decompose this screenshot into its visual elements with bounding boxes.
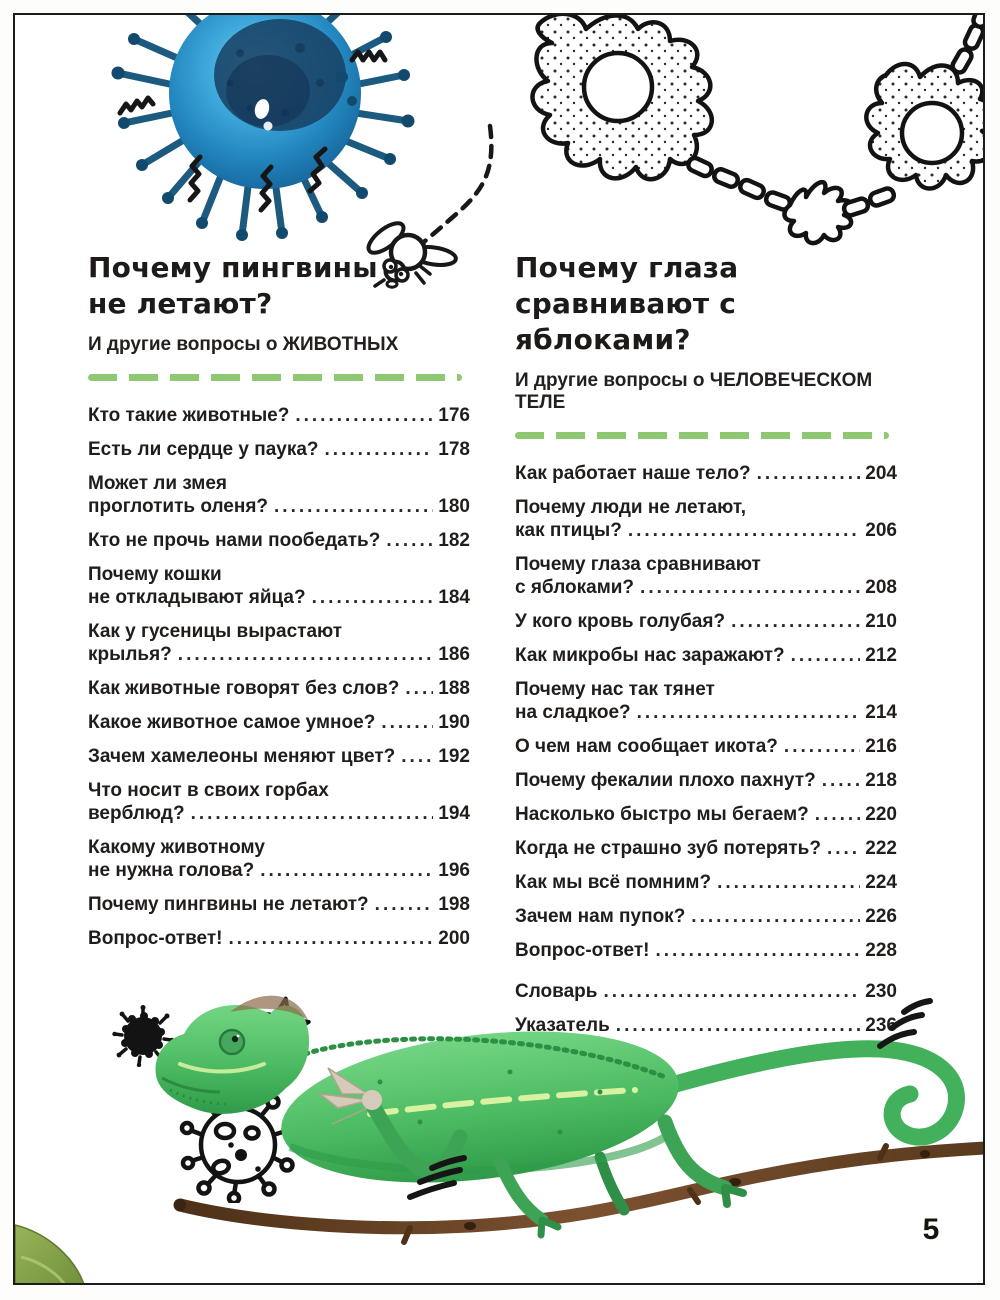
section-title-line: Почему пингвины [88,251,378,284]
toc-leader-dots [815,803,861,826]
toc-entry [88,563,470,609]
toc-entry-title: Кто такие животные? [88,405,290,426]
toc-entry-title: Зачем хамелеоны меняют цвет? [88,746,396,767]
toc-entry-title: Какое животное самое умное? [88,712,376,733]
toc-entry-title: крылья? [88,644,172,665]
toc-leader-dots [312,586,434,609]
leaf-corner [13,1187,97,1285]
toc-entry [88,893,470,916]
toc-entry-page-number: 214 [865,702,897,723]
toc-entry-title: Есть ли сердце у паука? [88,439,319,460]
toc-entry [515,553,897,599]
toc-entry-title: верблюд? [88,803,185,824]
toc-entry-page-number: 210 [865,611,897,632]
toc-entry [515,644,897,667]
toc-entry-page-number: 224 [865,872,897,893]
toc-leader-dots [274,495,433,518]
toc-entry-page-number: 198 [438,894,470,915]
chameleon-illustration [80,982,985,1252]
toc-entry-page-number: 216 [865,736,897,757]
toc-entry-title-line: Почему глаза сравнивают [515,554,761,575]
toc-entry-page-number: 190 [438,712,470,733]
toc-leader-dots [228,927,433,950]
toc-entry-title: Когда не страшно зуб потерять? [515,838,821,859]
toc-leader-dots [405,677,433,700]
toc-entry [88,779,470,825]
toc-entry-page-number: 222 [865,838,897,859]
toc-entry-title: Как мы всё помним? [515,872,712,893]
toc-entry [88,620,470,666]
toc-entry-page-number: 220 [865,804,897,825]
toc-entry [515,769,897,792]
toc-entry-title: Почему пингвины не летают? [88,894,369,915]
toc-leader-dots [717,871,860,894]
toc-leader-dots [325,438,434,461]
toc-entry-title-line: Может ли змея [88,473,228,494]
toc-entry-page-number: 226 [865,906,897,927]
toc-entry-title-line: Какому животному [88,837,265,858]
toc-entry-title-line: Почему кошки [88,564,222,585]
toc-entry-page-number: 192 [438,746,470,767]
toc-entry-title: проглотить оленя? [88,496,269,517]
section-title-human-body [515,250,897,358]
toc-entry-page-number: 212 [865,645,897,666]
chameleon-head [156,996,310,1114]
toc-leader-dots [757,462,861,485]
toc-leader-dots [381,711,433,734]
toc-entry [88,438,470,461]
toc-entry-title: Как животные говорят без слов? [88,678,400,699]
toc-entry-page-number: 178 [438,439,470,460]
toc-entry-page-number: 204 [865,463,897,484]
section-subtitle: И другие вопросы о ЧЕЛОВЕЧЕСКОМ ТЕЛЕ [515,370,873,413]
toc-entry [515,905,897,928]
toc-entry-page-number: 206 [865,520,897,541]
toc-leader-dots [628,519,860,542]
toc-entry-title: не откладывают яйца? [88,587,306,608]
toc-entry [515,462,897,485]
toc-entry [88,711,470,734]
toc-entry [515,837,897,860]
toc-leader-dots [822,769,861,792]
toc-entry [88,745,470,768]
toc-column-animals [88,250,470,961]
toc-leader-dots [637,701,861,724]
toc-leader-dots [295,404,433,427]
toc-entry [88,677,470,700]
toc-leader-dots [178,643,434,666]
toc-entry-page-number: 194 [438,803,470,824]
toc-entry-page-number: 180 [438,496,470,517]
toc-leader-dots [375,893,434,916]
toc-entry-page-number: 200 [438,928,470,949]
toc-leader-dots [731,610,860,633]
toc-entry-title: с яблоками? [515,577,635,598]
toc-entry [515,496,897,542]
toc-entry-page-number: 228 [865,940,897,961]
section-title-line: сравнивают с яблоками? [515,287,737,356]
toc-entry [515,735,897,758]
toc-entry [88,927,470,950]
toc-entry-title: Как работает наше тело? [515,463,751,484]
toc-entry [88,529,470,552]
toc-entry-title: Указатель [515,1015,610,1036]
green-dash-divider [515,432,889,439]
toc-entry-title-line: Почему люди не летают, [515,497,747,518]
toc-entry-page-number: 176 [438,405,470,426]
toc-leader-dots [401,745,433,768]
toc-entry-title: Вопрос-ответ! [88,928,223,949]
dashed-flight-path [412,126,491,252]
toc-entry [515,803,897,826]
toc-entry-page-number: 218 [865,770,897,791]
toc-entry [88,472,470,518]
toc-entry [515,939,897,962]
toc-entry [515,610,897,633]
neurons-illustration [500,15,985,260]
toc-entry-page-number: 236 [865,1015,897,1036]
toc-entry-title: Почему фекалии плохо пахнут? [515,770,816,791]
toc-leader-dots [827,837,860,860]
page-number: 5 [922,1213,940,1246]
toc-entry-title: О чем нам сообщает икота? [515,736,778,757]
toc-leader-dots [191,802,434,825]
toc-entry-title: У кого кровь голубая? [515,611,726,632]
section-title-line: не летают? [88,287,273,320]
toc-leader-dots [655,939,860,962]
section-title-line: Почему глаза [515,251,739,284]
toc-entry-page-number: 182 [438,530,470,551]
toc-leader-dots [691,905,860,928]
toc-entry [88,404,470,427]
toc-entry-page-number: 230 [865,981,897,1002]
toc-leader-dots [386,529,433,552]
toc-entry-title: Кто не прочь нами пообедать? [88,530,381,551]
toc-entry [515,871,897,894]
toc-entry-title-line: Почему нас так тянет [515,679,715,700]
toc-entry-title: как птицы? [515,520,622,541]
toc-leader-dots [640,576,860,599]
toc-entry-page-number: 208 [865,577,897,598]
section-title-animals [88,250,470,322]
toc-entry-title: Насколько быстро мы бегаем? [515,804,809,825]
book-page [13,13,985,1285]
toc-entry-page-number: 184 [438,587,470,608]
toc-entry-title-line: Как у гусеницы вырастают [88,621,343,642]
green-dash-divider [88,374,462,381]
toc-leader-dots [791,644,861,667]
toc-leader-dots [784,735,860,758]
toc-entry-title: Словарь [515,981,598,1002]
toc-entry-title: не нужна голова? [88,860,255,881]
chameleon-tail [665,1049,956,1137]
toc-entry [515,678,897,724]
toc-entry-page-number: 196 [438,860,470,881]
toc-leader-dots [260,859,433,882]
toc-entry-title-line: Что носит в своих горбах [88,780,329,801]
toc-entry-title: Зачем нам пупок? [515,906,686,927]
toc-list-animals [88,404,470,950]
toc-entry-page-number: 186 [438,644,470,665]
toc-entry-title: Вопрос-ответ! [515,940,650,961]
toc-column-human-body [515,250,897,1048]
toc-list-human-body [515,462,897,962]
toc-entry [88,836,470,882]
section-subtitle: И другие вопросы о ЖИВОТНЫХ [88,334,399,355]
toc-entry-page-number: 188 [438,678,470,699]
toc-entry-title: Как микробы нас заражают? [515,645,785,666]
toc-entry-title: на сладкое? [515,702,631,723]
